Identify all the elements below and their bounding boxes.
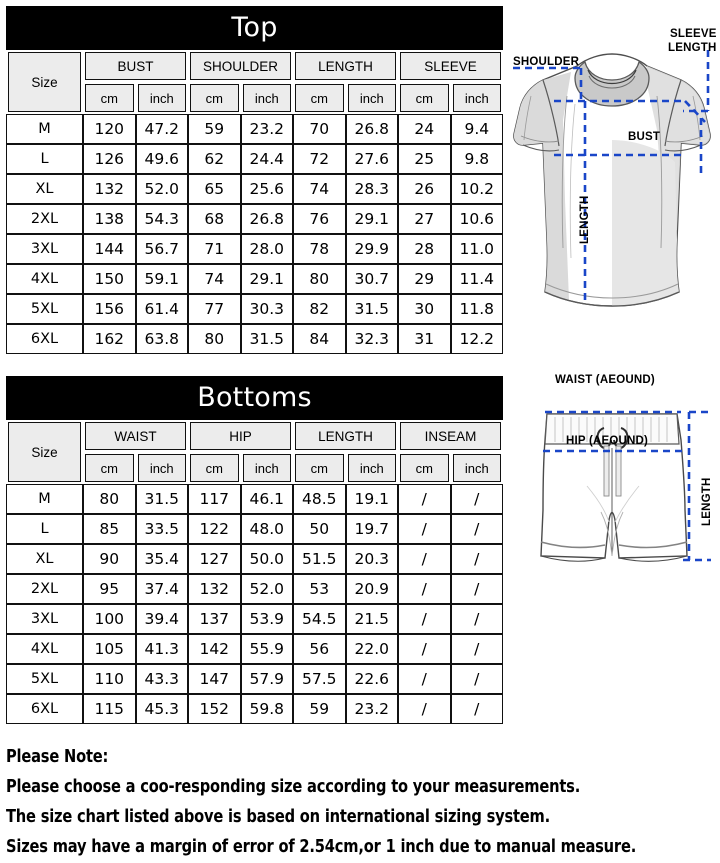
measurement-cell: 162 [83,324,136,354]
top-unit-sleeve-inch: inch [451,82,504,114]
top-unit-shoulder-cm: cm [188,82,241,114]
measurement-cell: 74 [293,174,346,204]
measurement-cell: 27 [398,204,451,234]
measurement-cell: 28.0 [241,234,294,264]
top-unit-length-cm: cm [293,82,346,114]
measurement-cell: 72 [293,144,346,174]
note-line-3: Sizes may have a margin of error of 2.54cm,or 1 inch due to manual measure. [6,837,637,857]
measurement-cell: 137 [188,604,241,634]
measurement-cell: 53 [293,574,346,604]
measurement-cell: 117 [188,484,241,514]
table-row [6,294,503,324]
top-group-shoulder: SHOULDER [188,50,293,82]
bottoms-chart-group-row [6,420,503,452]
measurement-cell: 50 [293,514,346,544]
measurement-cell: 150 [83,264,136,294]
measurement-cell: 9.4 [451,114,504,144]
measurement-cell: 28.3 [346,174,399,204]
measurement-cell: / [451,574,504,604]
measurement-cell: 29.1 [346,204,399,234]
bottoms-unit-length-inch: inch [346,452,399,484]
measurement-cell: 105 [83,634,136,664]
measurement-cell: 30 [398,294,451,324]
top-chart-title: Top [6,6,503,50]
measurement-cell: 20.9 [346,574,399,604]
measurement-cell: / [398,484,451,514]
measurement-cell: / [451,664,504,694]
bottoms-group-waist: WAIST [83,420,188,452]
measurement-cell: 33.5 [136,514,189,544]
top-group-length: LENGTH [293,50,398,82]
table-row [6,664,503,694]
measurement-cell: 20.3 [346,544,399,574]
measurement-cell: / [451,484,504,514]
table-row [6,264,503,294]
bottoms-chart-table [6,420,503,724]
measurement-cell: 63.8 [136,324,189,354]
measurement-cell: 56.7 [136,234,189,264]
measurement-cell: 59.8 [241,694,294,724]
notes-section [6,742,718,862]
tshirt-shoulder-label: SHOULDER [513,56,580,68]
measurement-cell: / [398,544,451,574]
bottoms-unit-inseam-cm: cm [398,452,451,484]
measurement-cell: 90 [83,544,136,574]
measurement-cell: 47.2 [136,114,189,144]
shorts-length-label: LENGTH [701,477,713,526]
measurement-cell: 95 [83,574,136,604]
bottoms-unit-hip-cm: cm [188,452,241,484]
shorts-illustration [505,370,720,745]
measurement-cell: 10.2 [451,174,504,204]
bottoms-unit-inseam-inch: inch [451,452,504,484]
measurement-cell: / [398,574,451,604]
measurement-cell: 85 [83,514,136,544]
measurement-cell: 122 [188,514,241,544]
measurement-cell: 115 [83,694,136,724]
size-cell: M [6,114,83,144]
measurement-cell: 57.9 [241,664,294,694]
measurement-cell: 142 [188,634,241,664]
table-row [6,544,503,574]
measurement-cell: 84 [293,324,346,354]
measurement-cell: 41.3 [136,634,189,664]
tshirt-length-label: LENGTH [579,195,591,244]
measurement-cell: 45.3 [136,694,189,724]
measurement-cell: / [398,604,451,634]
size-cell: 3XL [6,604,83,634]
measurement-cell: 54.3 [136,204,189,234]
top-size-header: Size [6,50,83,114]
measurement-cell: 26.8 [346,114,399,144]
bottoms-chart-body [6,484,503,724]
tshirt-bust-label: BUST [628,131,661,143]
measurement-cell: 26.8 [241,204,294,234]
measurement-cell: 11.0 [451,234,504,264]
measurement-cell: 76 [293,204,346,234]
measurement-cell: 138 [83,204,136,234]
measurement-cell: 52.0 [241,574,294,604]
notes-heading: Please Note: [6,747,109,767]
measurement-cell: 29 [398,264,451,294]
top-group-sleeve: SLEEVE [398,50,503,82]
table-row [6,634,503,664]
measurement-cell: 110 [83,664,136,694]
measurement-cell: 24 [398,114,451,144]
top-unit-bust-inch: inch [136,82,189,114]
top-unit-sleeve-cm: cm [398,82,451,114]
measurement-cell: 57.5 [293,664,346,694]
tshirt-sleeve-length-label-line2: LENGTH [668,42,717,54]
size-cell: 5XL [6,664,83,694]
measurement-cell: / [451,514,504,544]
size-cell: 4XL [6,634,83,664]
measurement-cell: 127 [188,544,241,574]
size-cell: 6XL [6,324,83,354]
size-cell: 6XL [6,694,83,724]
measurement-cell: / [451,694,504,724]
measurement-cell: 30.7 [346,264,399,294]
size-cell: 4XL [6,264,83,294]
top-group-bust: BUST [83,50,188,82]
measurement-cell: 80 [83,484,136,514]
top-unit-shoulder-inch: inch [241,82,294,114]
bottoms-unit-hip-inch: inch [241,452,294,484]
measurement-cell: 132 [188,574,241,604]
note-line-1: Please choose a coo-responding size according to your measurements. [6,777,581,797]
measurement-cell: 21.5 [346,604,399,634]
measurement-cell: 100 [83,604,136,634]
measurement-cell: 12.2 [451,324,504,354]
measurement-cell: 78 [293,234,346,264]
measurement-cell: 11.4 [451,264,504,294]
table-row [6,234,503,264]
bottoms-size-chart [6,376,503,724]
measurement-cell: 29.1 [241,264,294,294]
size-cell: XL [6,174,83,204]
top-chart-table [6,50,503,354]
measurement-cell: 23.2 [346,694,399,724]
bottoms-chart-head [6,420,503,484]
measurement-cell: 59.1 [136,264,189,294]
table-row [6,204,503,234]
size-cell: 3XL [6,234,83,264]
bottoms-group-inseam: INSEAM [398,420,503,452]
measurement-cell: 52.0 [136,174,189,204]
size-cell: 5XL [6,294,83,324]
measurement-cell: 19.1 [346,484,399,514]
measurement-cell: 156 [83,294,136,324]
measurement-cell: 23.2 [241,114,294,144]
measurement-cell: 31.5 [346,294,399,324]
bottoms-chart-title: Bottoms [6,376,503,420]
measurement-cell: 56 [293,634,346,664]
measurement-cell: 59 [293,694,346,724]
top-chart-group-row [6,50,503,82]
measurement-cell: 80 [293,264,346,294]
tshirt-figure [505,0,720,370]
tshirt-sleeve-length-label-line1: SLEEVE [670,28,717,40]
size-cell: 2XL [6,204,83,234]
measurement-cell: 35.4 [136,544,189,574]
measurement-cell: 77 [188,294,241,324]
measurement-cell: 22.6 [346,664,399,694]
size-cell: 2XL [6,574,83,604]
measurement-cell: 43.3 [136,664,189,694]
size-cell: M [6,484,83,514]
table-row [6,694,503,724]
tables-column [6,6,503,724]
measurement-cell: 49.6 [136,144,189,174]
measurement-cell: 53.9 [241,604,294,634]
table-row [6,144,503,174]
measurement-cell: 55.9 [241,634,294,664]
measurement-cell: 68 [188,204,241,234]
measurement-cell: 126 [83,144,136,174]
measurement-cell: 132 [83,174,136,204]
bottoms-unit-waist-cm: cm [83,452,136,484]
measurement-cell: 152 [188,694,241,724]
measurement-cell: 59 [188,114,241,144]
table-row [6,604,503,634]
shorts-figure [505,370,720,745]
measurement-cell: 31.5 [136,484,189,514]
measurement-cell: 70 [293,114,346,144]
size-cell: L [6,144,83,174]
measurement-cell: 39.4 [136,604,189,634]
top-chart-body [6,114,503,354]
measurement-cell: 46.1 [241,484,294,514]
measurement-cell: 65 [188,174,241,204]
measurement-cell: 48.5 [293,484,346,514]
measurement-cell: 71 [188,234,241,264]
measurement-cell: 120 [83,114,136,144]
bottoms-size-header: Size [6,420,83,484]
bottoms-group-hip: HIP [188,420,293,452]
bottoms-group-length: LENGTH [293,420,398,452]
table-row [6,484,503,514]
measurement-cell: 48.0 [241,514,294,544]
chart-spacer [6,354,503,376]
measurement-cell: 54.5 [293,604,346,634]
measurement-cell: / [398,694,451,724]
measurement-cell: 24.4 [241,144,294,174]
top-unit-length-inch: inch [346,82,399,114]
measurement-cell: 9.8 [451,144,504,174]
measurement-cell: 25.6 [241,174,294,204]
table-row [6,514,503,544]
top-unit-bust-cm: cm [83,82,136,114]
measurement-cell: 19.7 [346,514,399,544]
measurement-cell: / [451,544,504,574]
measurement-cell: 62 [188,144,241,174]
measurement-cell: / [398,634,451,664]
measurement-cell: 31.5 [241,324,294,354]
measurement-cell: 25 [398,144,451,174]
measurement-cell: 22.0 [346,634,399,664]
table-row [6,174,503,204]
measurement-cell: 82 [293,294,346,324]
measurement-cell: 31 [398,324,451,354]
measurement-cell: / [451,634,504,664]
measurement-cell: / [398,664,451,694]
measurement-cell: 61.4 [136,294,189,324]
bottoms-unit-length-cm: cm [293,452,346,484]
measurement-cell: 37.4 [136,574,189,604]
measurement-cell: 80 [188,324,241,354]
measurement-cell: 29.9 [346,234,399,264]
figures-column [505,0,720,745]
measurement-cell: 10.6 [451,204,504,234]
measurement-cell: 27.6 [346,144,399,174]
measurement-cell: / [451,604,504,634]
measurement-cell: 147 [188,664,241,694]
bottoms-unit-waist-inch: inch [136,452,189,484]
shorts-hip-label: HIP (AEOUND) [566,435,649,447]
size-cell: XL [6,544,83,574]
measurement-cell: 11.8 [451,294,504,324]
measurement-cell: 32.3 [346,324,399,354]
table-row [6,114,503,144]
measurement-cell: 74 [188,264,241,294]
measurement-cell: 144 [83,234,136,264]
measurement-cell: 30.3 [241,294,294,324]
measurement-cell: / [398,514,451,544]
top-size-chart [6,6,503,354]
measurement-cell: 51.5 [293,544,346,574]
measurement-cell: 50.0 [241,544,294,574]
table-row [6,574,503,604]
table-row [6,324,503,354]
note-line-2: The size chart listed above is based on international sizing system. [6,807,551,827]
size-cell: L [6,514,83,544]
measurement-cell: 28 [398,234,451,264]
measurement-cell: 26 [398,174,451,204]
shorts-waist-label: WAIST (AEOUND) [555,374,655,386]
top-chart-head [6,50,503,114]
